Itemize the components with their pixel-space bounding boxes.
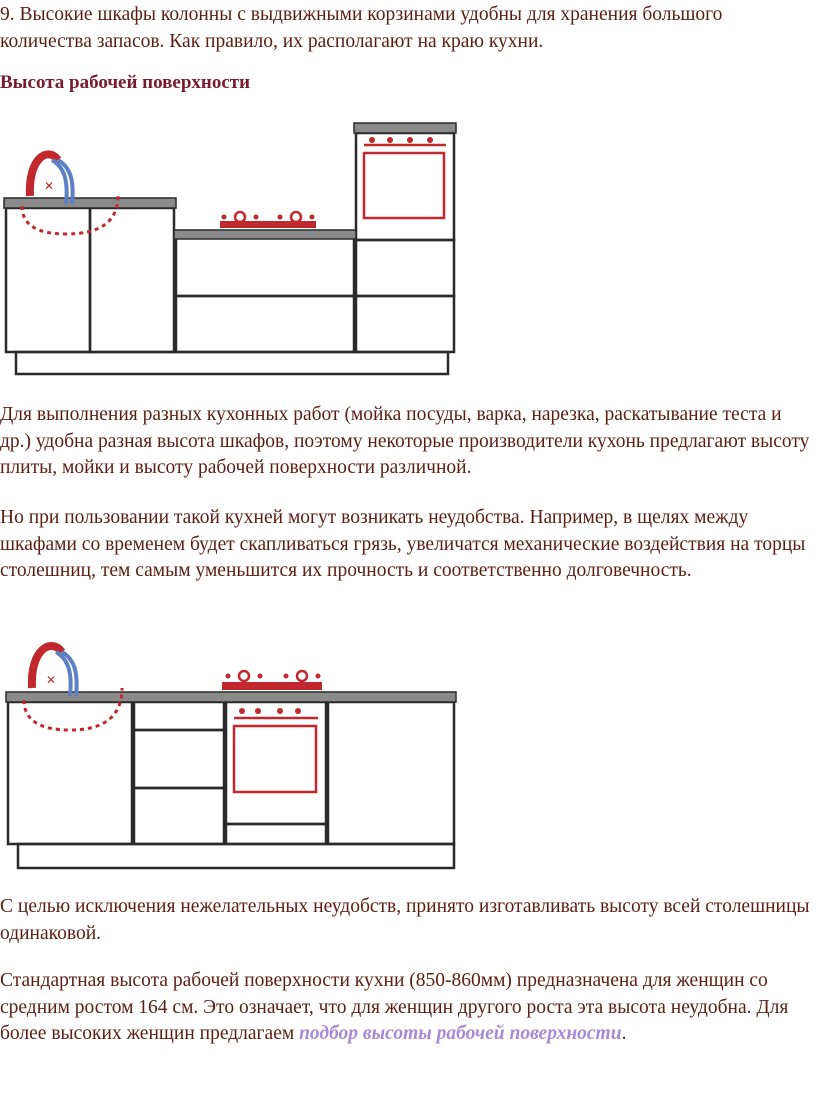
faucet-icon: [32, 646, 77, 696]
paragraph-uniform-height: С целью исключения нежелательных неудобств, принято изготавливать высоту всей столешницы одинаковой.: [0, 896, 810, 944]
section-heading: Высота рабочей поверхности: [0, 72, 251, 93]
paragraph-standard-height: [0, 968, 816, 1048]
countertop-sink: [4, 198, 176, 208]
paragraph-different-heights: Для выполнения разных кухонных работ (мойка посуды, варка, нарезка, раскатывание теста и др.) удобна разная высота шкафов, поэтому некоторые производители кухонь предлагают высоту плиты, мойки и высоту рабочей поверхности различной.: [0, 404, 810, 478]
countertop: [6, 692, 456, 702]
faucet-icon: [30, 154, 73, 204]
paragraph-end-period: .: [621, 1023, 627, 1044]
svg-text:✕: ✕: [44, 179, 55, 193]
standard-height-text: Стандартная высота рабочей поверхности кухни (850-860мм) предназначена для женщин со средним ростом 164 см. Это означает, что для женщин другого роста эта высота неудобна. Для более высоких женщин предлагаем: [0, 970, 789, 1044]
svg-text:✕: ✕: [46, 673, 57, 687]
paragraph-tall-cabinets: 9. Высокие шкафы колонны с выдвижными корзинами удобны для хранения большого количества запасов. Как правило, их располагают на краю кухни.: [0, 4, 723, 52]
kitchen-different-heights-illustration: [0, 118, 470, 380]
countertop-column: [354, 123, 456, 133]
kitchen-uniform-height-illustration: [0, 630, 470, 875]
hob-icon: [222, 671, 322, 690]
paragraph-inconveniences: Но при пользовании такой кухней могут возникать неудобства. Например, в щелях между шкафами со временем будет скапливаться грязь, увеличатся механические воздействия на торцы столешниц, тем самым уменьшится их прочность и соответственно долговечность.: [0, 507, 806, 581]
hob-icon: [220, 212, 316, 228]
countertop-hob: [174, 230, 356, 239]
oven-icon: [234, 708, 318, 792]
height-selection-link[interactable]: подбор высоты рабочей поверхности: [299, 1023, 622, 1044]
